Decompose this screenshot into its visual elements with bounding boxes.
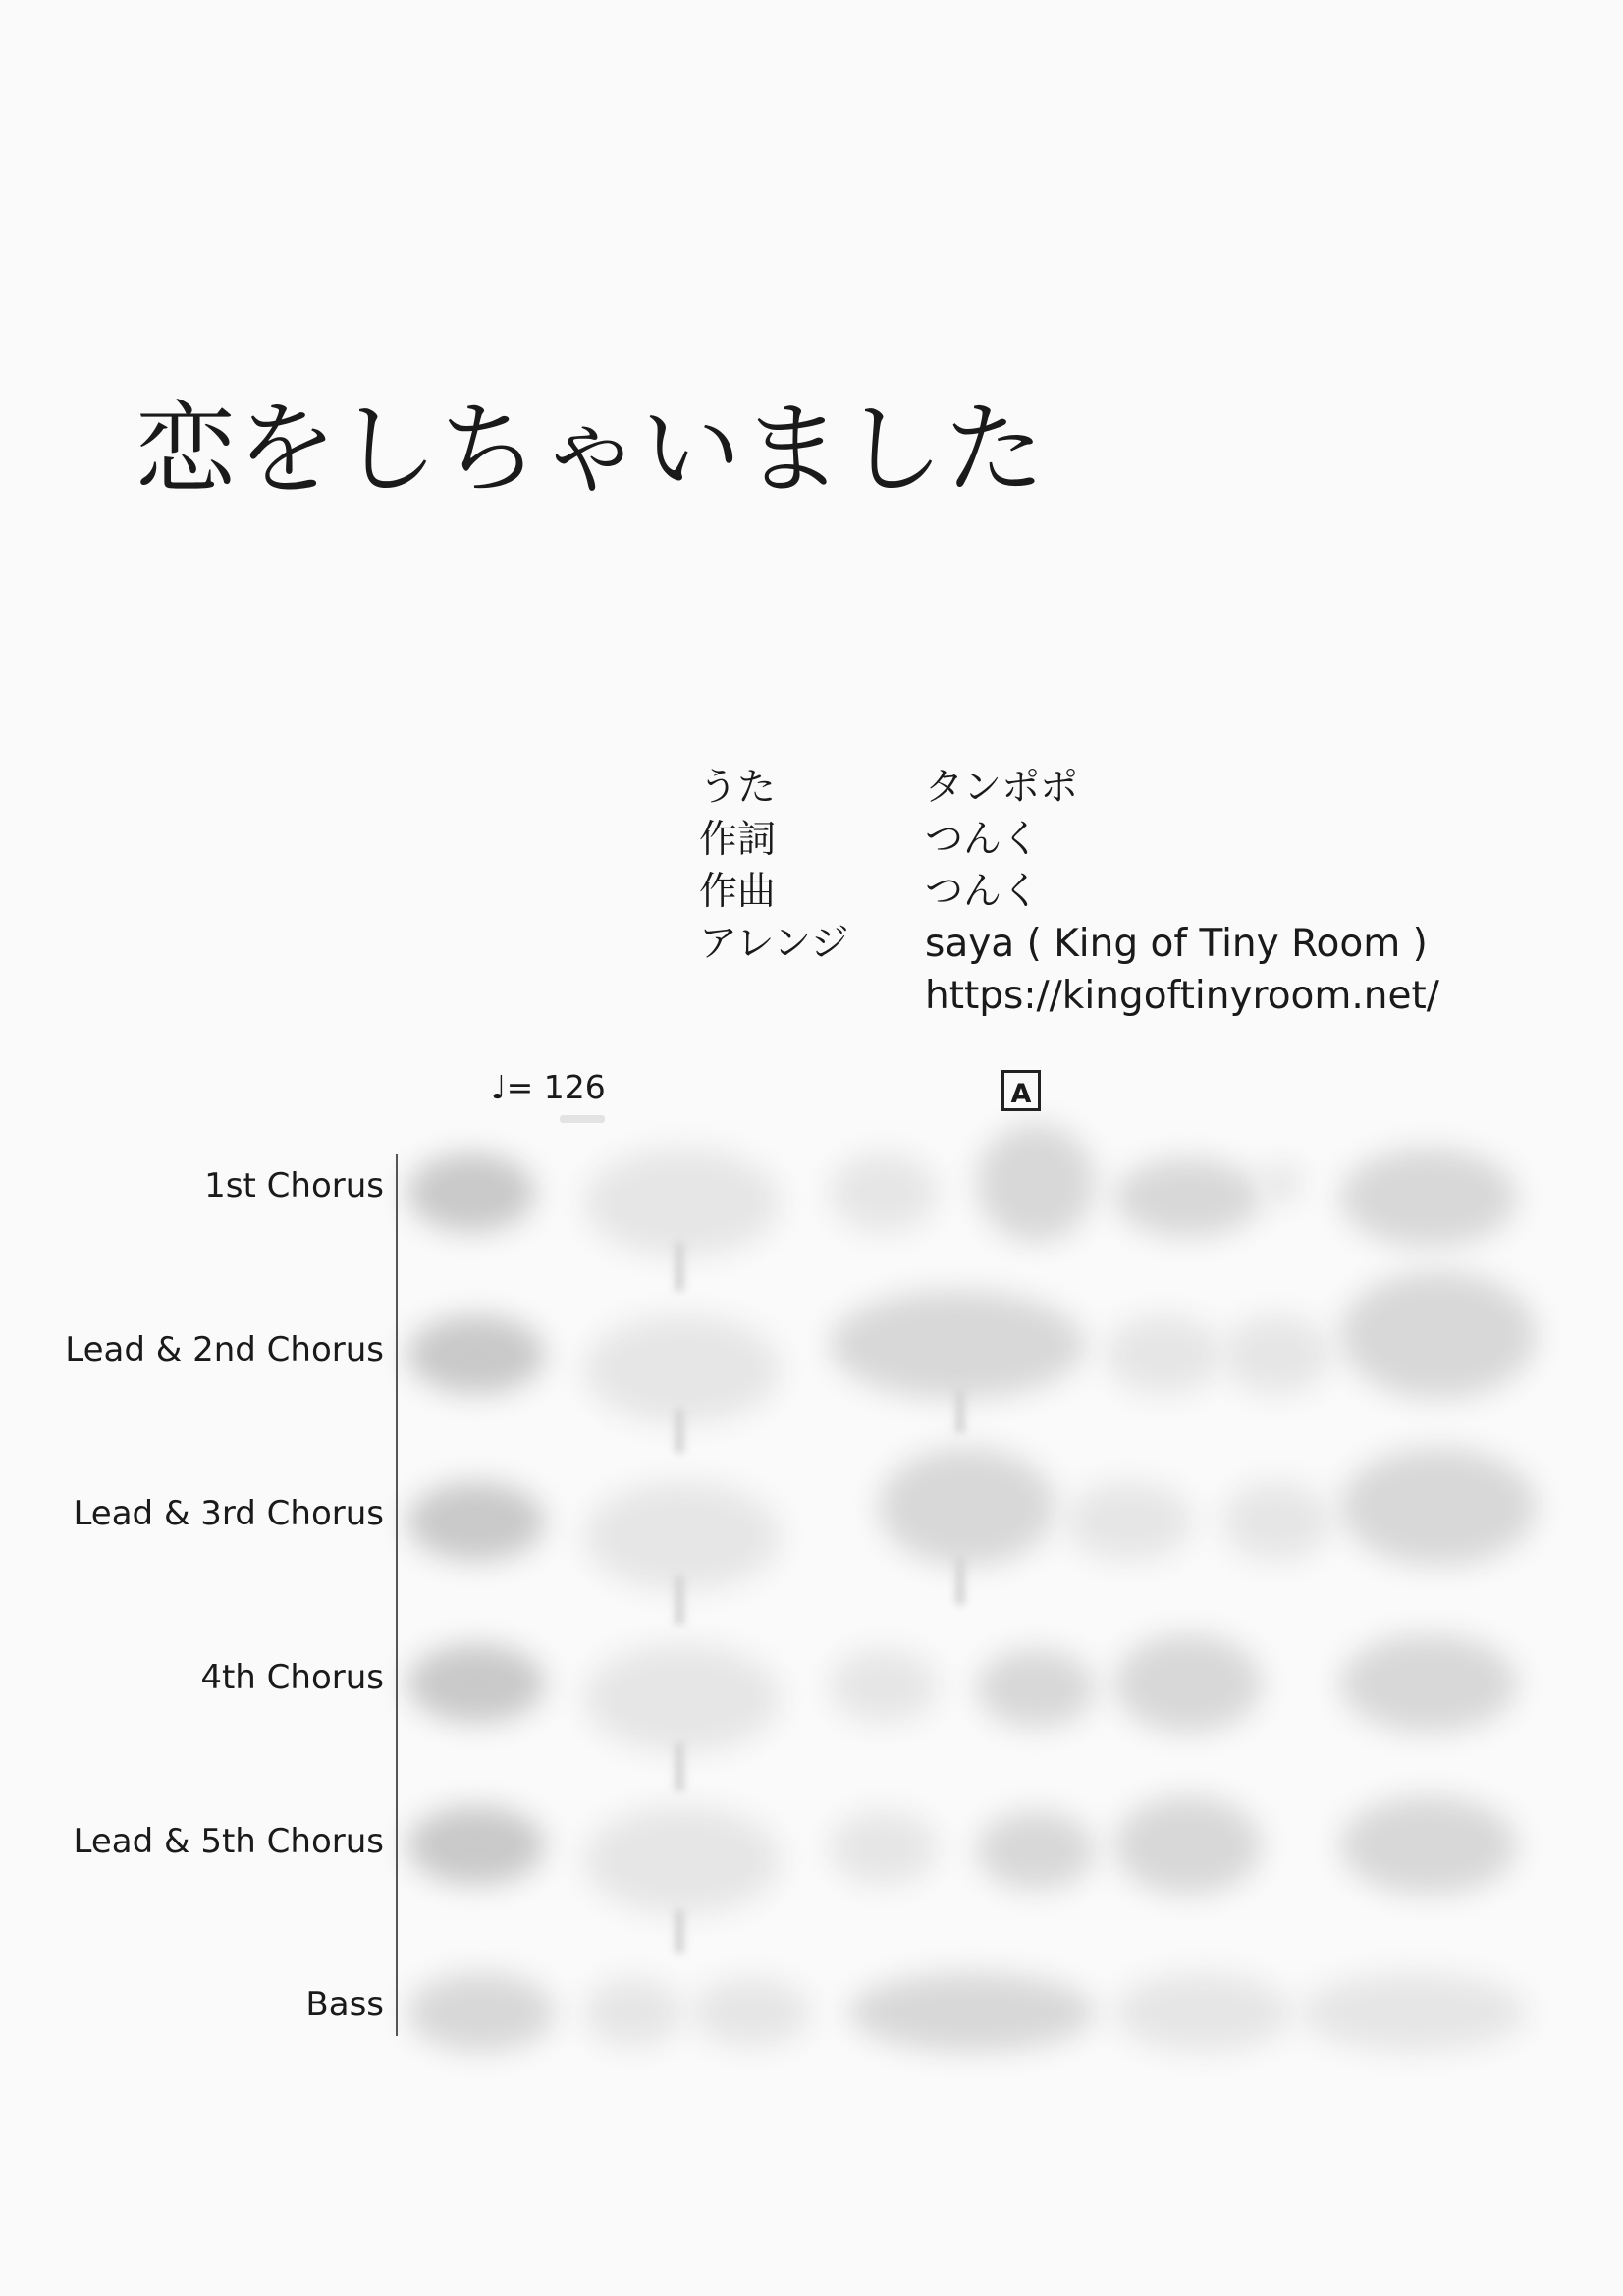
credits-block xyxy=(699,762,1439,1022)
credit-row-singer xyxy=(699,762,1439,814)
blurred-notation xyxy=(398,1124,1556,2047)
credit-value: つんく xyxy=(925,818,1041,862)
staff-label: 4th Chorus xyxy=(200,1658,384,1697)
credit-label: うた xyxy=(699,766,777,810)
credit-value: タンポポ xyxy=(925,766,1079,810)
credit-label: アレンジ xyxy=(699,922,849,966)
credit-value: saya ( King of Tiny Room ) xyxy=(925,922,1428,966)
staff-label: Bass xyxy=(305,1985,384,2024)
credit-row-arranger xyxy=(699,918,1439,970)
credit-label: 作詞 xyxy=(699,818,777,862)
credit-row-composer xyxy=(699,866,1439,918)
credit-value: つんく xyxy=(925,870,1041,914)
tempo-marking: ♩= 126 xyxy=(491,1068,606,1106)
credit-label xyxy=(699,970,925,1022)
arranger-url: https://kingoftinyroom.net/ xyxy=(925,974,1439,1018)
song-title: 恋をしちゃいました xyxy=(135,392,1046,508)
system-bracket xyxy=(396,1154,398,2036)
staff-label: Lead & 2nd Chorus xyxy=(65,1330,384,1369)
staff-label: Lead & 3rd Chorus xyxy=(73,1494,384,1533)
rehearsal-mark: A xyxy=(1001,1070,1041,1111)
tempo-underline xyxy=(560,1115,605,1123)
credit-row-lyrics xyxy=(699,814,1439,866)
staff-label: 1st Chorus xyxy=(204,1166,384,1205)
credit-row-url xyxy=(699,970,1439,1022)
credit-label: 作曲 xyxy=(699,870,777,914)
staff-label: Lead & 5th Chorus xyxy=(73,1822,384,1861)
